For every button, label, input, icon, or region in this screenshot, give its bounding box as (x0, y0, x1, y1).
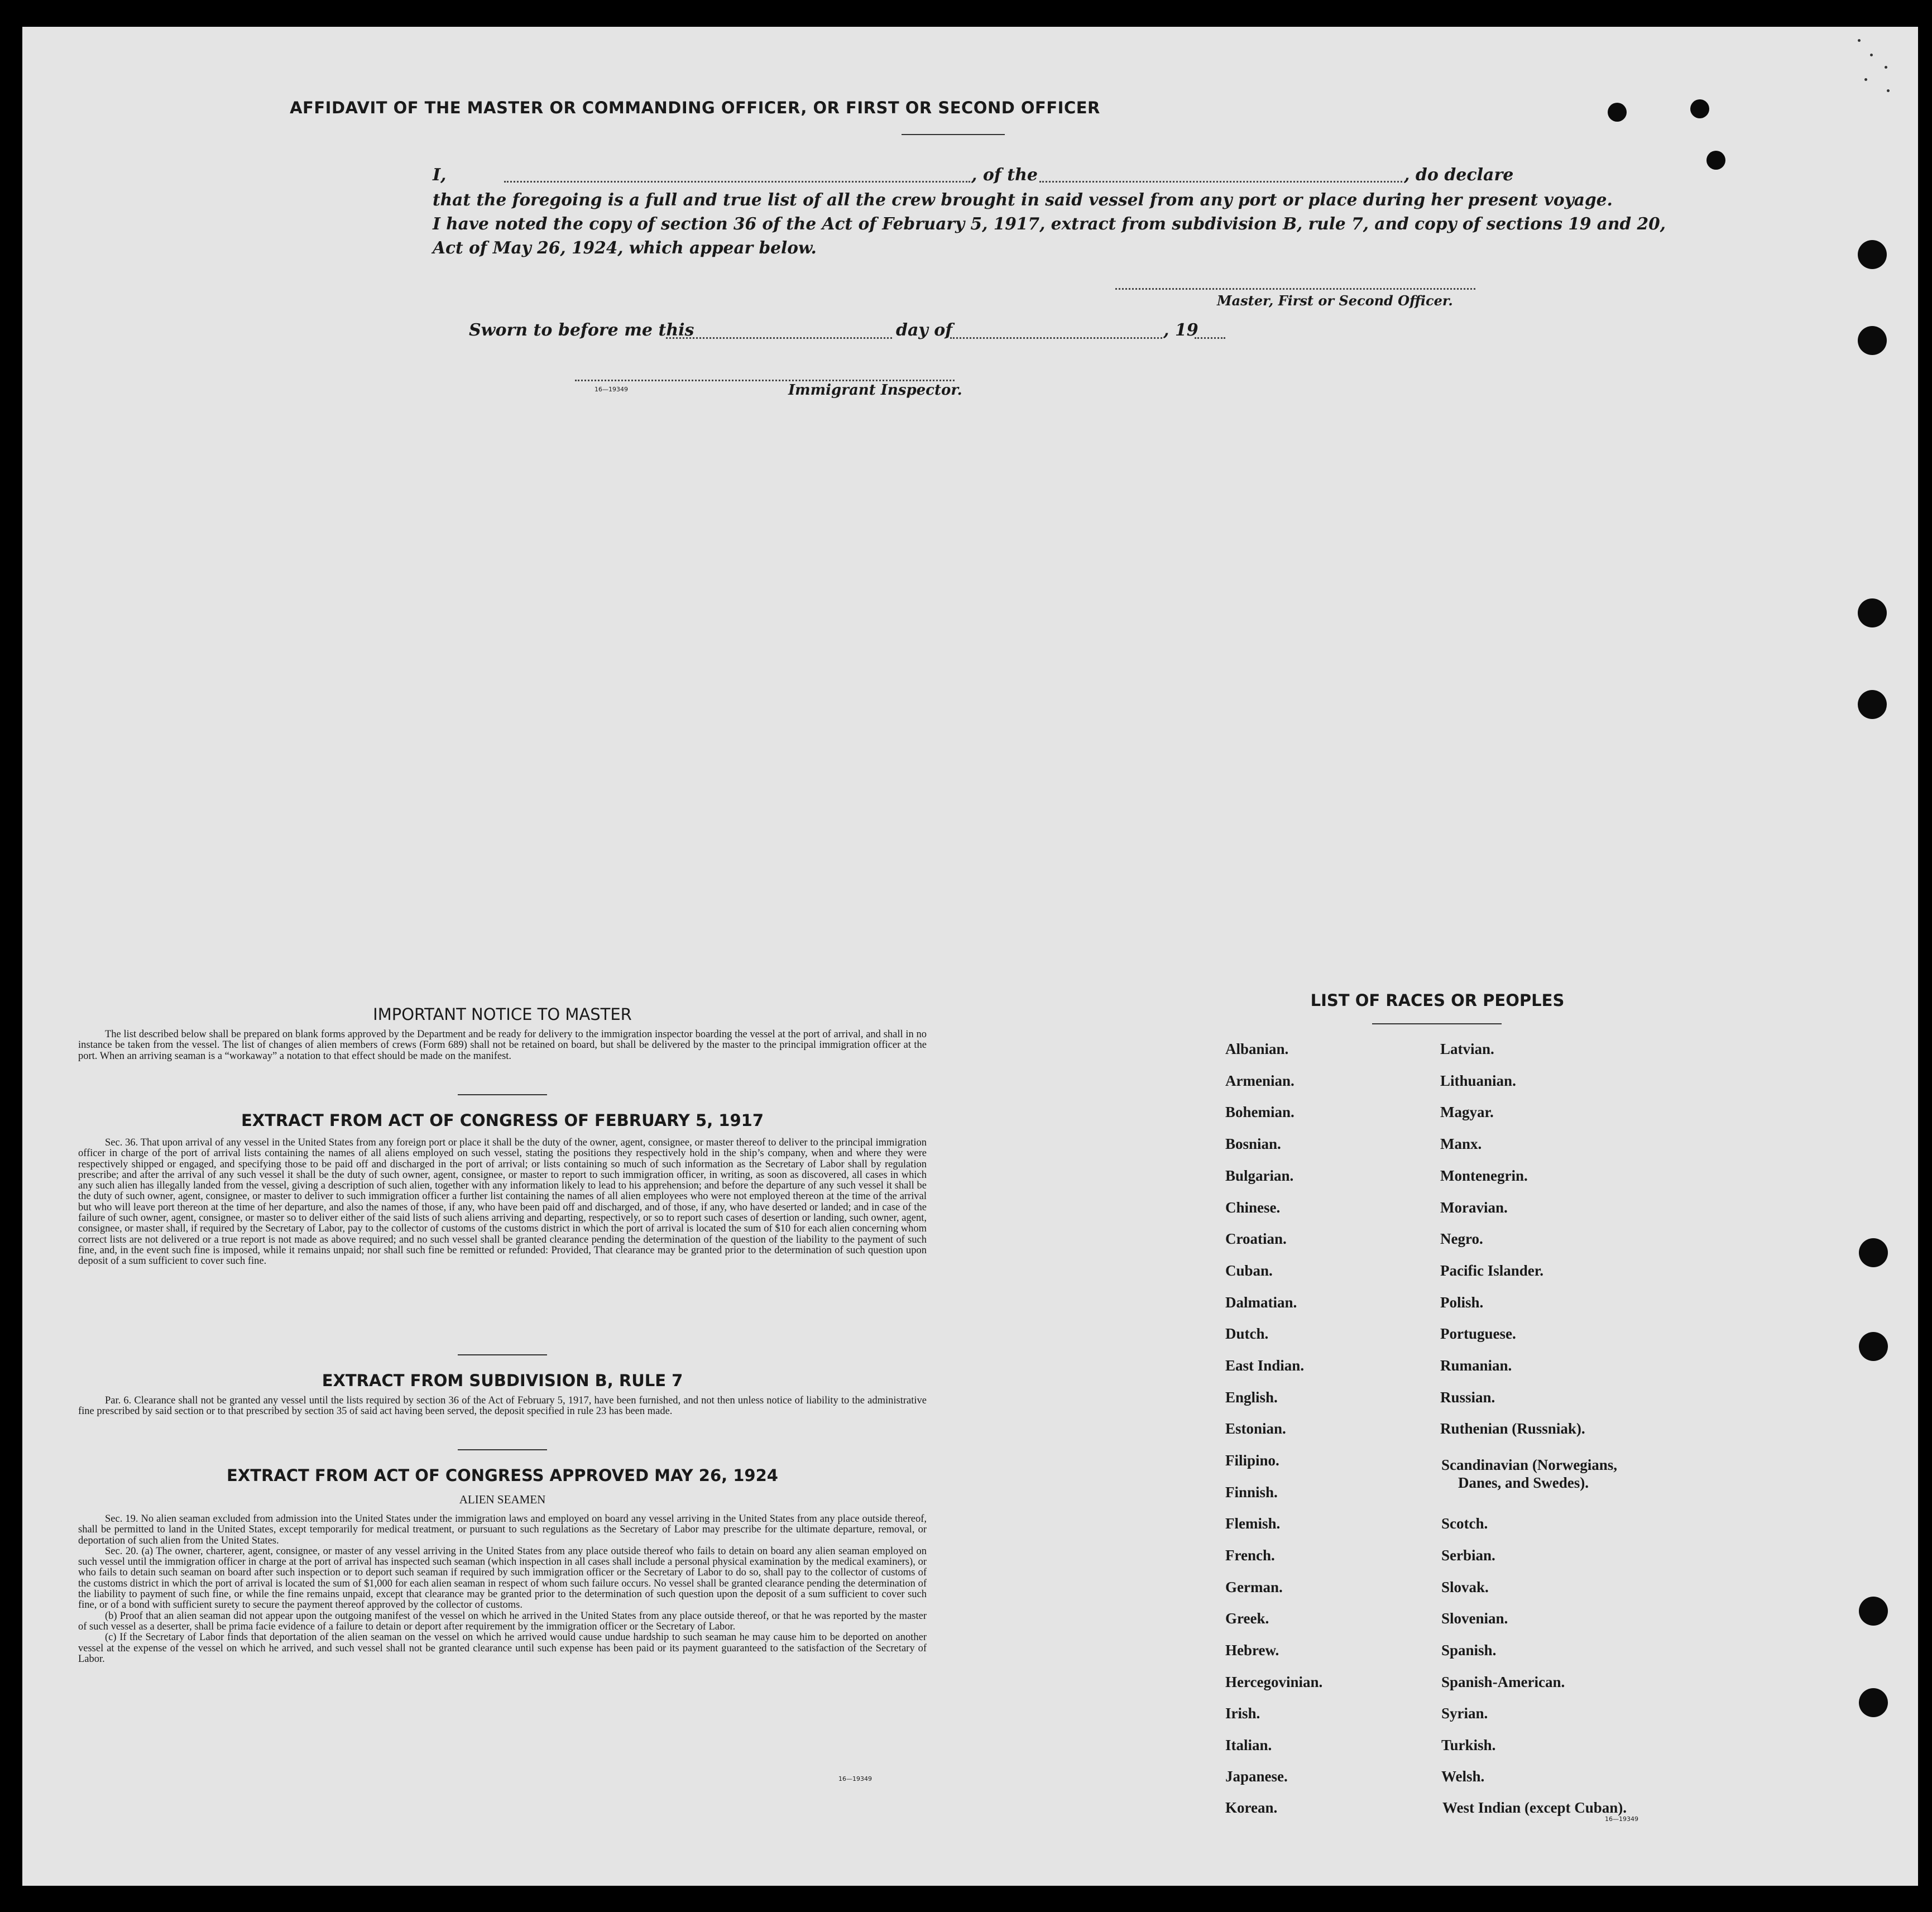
extract-1924-text (78, 1514, 927, 1665)
sec-20c-paragraph: (c) If the Secretary of Labor finds that deportation of the alien seaman on the vessel on which he arrived would cause undue hardship to such seaman he may cause him to be deported on another vessel at the expense of the vessel on which he arrived, and such vessel shall not be granted clearance until such expense has been paid or its payment guaranteed to the satisfaction of the Secretary of Labor. (78, 1632, 927, 1665)
race-item: Chinese. (1225, 1199, 1281, 1216)
extract-1924-title: EXTRACT FROM ACT OF CONGRESS APPROVED MAY 26, 1924 (227, 1466, 778, 1485)
section-rule (458, 1449, 547, 1450)
signature-label: Master, First or Second Officer. (1217, 293, 1453, 309)
sworn-label: Sworn to before me this (469, 320, 694, 340)
race-item: Polish. (1440, 1294, 1484, 1311)
race-item: Bohemian. (1225, 1104, 1295, 1120)
race-item: Syrian. (1441, 1705, 1488, 1722)
affidavit-line-3: I have noted the copy of section 36 of the Act of February 5, 1917, extract from subdivision B, rule 7, and copy of sections 19 and 20, (433, 214, 1666, 233)
race-item: Danes, and Swedes). (1458, 1474, 1589, 1491)
binder-hole (1859, 1597, 1888, 1626)
affidavit-title: AFFIDAVIT OF THE MASTER OR COMMANDING OFFICER, OR FIRST OR SECOND OFFICER (290, 98, 1100, 117)
race-item: Manx. (1440, 1135, 1482, 1152)
alien-seamen-subtitle: ALIEN SEAMEN (459, 1493, 546, 1506)
notice-text (78, 1029, 927, 1062)
race-item: Hebrew. (1225, 1642, 1279, 1659)
race-item: Latvian. (1440, 1041, 1494, 1057)
race-item: Slovenian. (1441, 1610, 1508, 1627)
inspector-signature-field[interactable] (575, 380, 955, 381)
race-item: English. (1225, 1389, 1278, 1406)
extract-1917-title: EXTRACT FROM ACT OF CONGRESS OF FEBRUARY 5, 1917 (241, 1111, 764, 1130)
notice-title: IMPORTANT NOTICE TO MASTER (373, 1005, 632, 1024)
race-item: Italian. (1225, 1737, 1272, 1753)
race-item: Dutch. (1225, 1325, 1269, 1342)
declare-label (1404, 165, 1513, 185)
vessel-label-text: , of the (971, 165, 1038, 185)
section-rule (458, 1094, 547, 1095)
par-6-paragraph: Par. 6. Clearance shall not be granted any vessel until the lists required by section 36 of the Act of February 5, 1917, have been furnished, and not then unless notice of liability to the administrative fine prescribed by said section or to that prescribed by section 35 of said act having been served, the deposit specified in rule 23 has been made. (78, 1395, 927, 1417)
declarant-name-field[interactable] (504, 181, 970, 183)
speck (1885, 66, 1887, 69)
affidavit-line-4: Act of May 26, 1924, which appear below. (433, 238, 817, 257)
race-item: Albanian. (1225, 1041, 1289, 1057)
race-item: Serbian. (1441, 1547, 1495, 1564)
binder-hole (1608, 103, 1627, 122)
binder-hole (1858, 690, 1887, 719)
extract-1917-text (78, 1138, 927, 1267)
race-item: Turkish. (1441, 1737, 1496, 1753)
form-code: 16—19349 (595, 386, 628, 393)
form-code: 16—19349 (838, 1775, 872, 1782)
race-item: German. (1225, 1579, 1283, 1595)
affidavit-line-1 (433, 165, 446, 185)
speck (1864, 78, 1867, 81)
race-item: Greek. (1225, 1610, 1269, 1627)
sec-20b-paragraph: (b) Proof that an alien seaman did not appear upon the outgoing manifest of the vessel on which he arrived in the United States from any place outside thereof, or that he was reported by the master of such vessel as a deserter, shall be prima facie evidence of a failure to detain or deport after requirement by the immigration officer or the Secretary of Labor. (78, 1610, 927, 1632)
master-signature-field[interactable] (1115, 288, 1475, 290)
race-item: French. (1225, 1547, 1275, 1564)
binder-hole (1690, 99, 1709, 118)
race-item: Bulgarian. (1225, 1167, 1294, 1184)
race-item: Korean. (1225, 1799, 1278, 1816)
affidavit-line-2: that the foregoing is a full and true list of all the crew brought in said vessel from any port or place during her present voyage. (433, 190, 1613, 209)
race-item: Spanish-American. (1441, 1674, 1565, 1690)
race-item: Russian. (1440, 1389, 1495, 1406)
binder-hole (1706, 151, 1725, 170)
race-item: Scotch. (1441, 1515, 1488, 1532)
inspector-label: Immigrant Inspector. (788, 382, 962, 399)
vessel-label (971, 165, 1038, 185)
speck (1858, 39, 1861, 42)
binder-hole (1858, 598, 1887, 627)
race-item: West Indian (except Cuban). (1442, 1799, 1627, 1816)
race-item: Lithuanian. (1440, 1072, 1516, 1089)
speck (1887, 89, 1890, 92)
sworn-day-field[interactable] (666, 337, 892, 339)
vessel-name-field[interactable] (1039, 181, 1402, 183)
race-item: Rumanian. (1440, 1357, 1512, 1374)
form-code: 16—19349 (1605, 1815, 1638, 1823)
race-item: East Indian. (1225, 1357, 1305, 1374)
race-item: Negro. (1440, 1230, 1483, 1247)
extract-rule7-title: EXTRACT FROM SUBDIVISION B, RULE 7 (322, 1371, 683, 1390)
form-sheet (22, 27, 1918, 1886)
race-item: Scandinavian (Norwegians, (1441, 1456, 1618, 1473)
race-item: Ruthenian (Russniak). (1440, 1420, 1585, 1437)
binder-hole (1858, 326, 1887, 355)
extract-rule7-text (78, 1396, 927, 1417)
race-item: Flemish. (1225, 1515, 1281, 1532)
section-rule (458, 1354, 547, 1355)
sec-20a-paragraph: Sec. 20. (a) The owner, charterer, agent, consignee, or master of any vessel arriving in the United States from any place outside thereof who fails to detain on board any alien seaman employed on such vessel until the immigration officer in charge at the port of arrival has inspected such seaman (which inspection in all cases shall include a personal physical examination by the medical examiners), or who fails to detain such seaman on board after such inspection or to deport such seaman if required by such immigration officer or the Secretary of Labor to do so, shall pay to the collector of customs of the customs district in which the port of arrival is located the sum of $1,000 for each alien seaman in respect of whom such failure occurs. No vessel shall be granted clearance pending the determination of the liability to payment of such fine, or while the fine remains unpaid, except that clearance may be granted prior to the determination of such question upon the deposit of a sum sufficient to cover such fine, or of a bond with sufficient surety to secure the payment thereof approved by the collector of customs. (78, 1545, 927, 1611)
race-item: Cuban. (1225, 1262, 1273, 1279)
race-item: Japanese. (1225, 1768, 1288, 1785)
race-item: Bosnian. (1225, 1135, 1281, 1152)
race-item: Portuguese. (1440, 1325, 1516, 1342)
race-item: Hercegovinian. (1225, 1674, 1323, 1690)
declarant-label: I, (433, 165, 447, 185)
race-item: Moravian. (1440, 1199, 1508, 1216)
year-label: , 19 (1163, 320, 1198, 340)
notice-paragraph: The list described below shall be prepared on blank forms approved by the Department and be ready for delivery to the immigration inspector boarding the vessel at the port of arrival, and shall in no instance be taken from the vessel. The list of changes of alien members of crews (Form 689) shall not be retained on board, but shall be delivered by the master to the principal immigration officer at the port. When an arriving seaman is a “workaway” a notation to that effect should be made on the manifest. (78, 1029, 927, 1062)
binder-hole (1859, 1238, 1888, 1267)
races-title-rule (1372, 1023, 1502, 1024)
race-item: Slovak. (1441, 1579, 1489, 1595)
binder-hole (1859, 1688, 1888, 1717)
race-item: Finnish. (1225, 1484, 1278, 1501)
declare-label-text: , do declare (1404, 165, 1514, 185)
title-rule (902, 134, 1005, 135)
race-item: Dalmatian. (1225, 1294, 1297, 1311)
speck (1870, 54, 1873, 56)
sec-36-paragraph: Sec. 36. That upon arrival of any vessel in the United States from any foreign port or place it shall be the duty of the owner, agent, consignee, or master thereof to deliver to the principal immigration officer in charge of the port of arrival lists containing the names of all aliens employed on such vessel, stating the positions they respectively hold in the ship’s company, when and where they were respectively shipped or engaged, and specifying those to be paid off and discharged in the port of arrival; or lists containing so much of such information as the Secretary of Labor shall by regulation prescribe; and after the arrival of any such vessel it shall be the duty of such owner, agent, consignee, or master to report to such immigration officer, in writing, as soon as discovered, all cases in which any such alien has illegally landed from the vessel, giving a description of such alien, together with any information likely to lead to his apprehension; and before the departure of any such vessel it shall be the duty of such owner, agent, consignee, or master to deliver to such immigration officer a further list containing the names of all alien employees who were not employed thereon at the time of the arrival but who will leave port thereon at the time of her departure, and also the names of those, if any, who have been paid off and discharged, and of those, if any, who have deserted or landed; and in case of the failure of such owner, agent, consignee, or master so to deliver either of the said lists of such aliens arriving and departing, respectively, or so to report such cases of desertion or landing, such owner, agent, consignee, or master shall, if required by the Secretary of Labor, pay to the collector of customs of the customs district in which the port of arrival is located the sum of $10 for each alien concerning whom correct lists are not delivered or a true report is not made as above required; and no such vessel shall be granted clearance pending the determination of the question of the liability to the payment of such fine, and, in the event such fine is imposed, while it remains unpaid; nor shall such fine be remitted or refunded: Provided, That clearance may be granted prior to the determination of such question upon deposit of a sum sufficient to cover such fine. (78, 1137, 927, 1267)
sworn-year-field[interactable] (1195, 337, 1225, 339)
binder-hole (1859, 1332, 1888, 1361)
race-item: Irish. (1225, 1705, 1260, 1722)
day-of-label: day of (896, 320, 953, 340)
binder-hole (1858, 240, 1887, 269)
race-item: Armenian. (1225, 1072, 1295, 1089)
race-item: Estonian. (1225, 1420, 1286, 1437)
race-item: Spanish. (1441, 1642, 1497, 1659)
race-item: Montenegrin. (1440, 1167, 1528, 1184)
race-item: Magyar. (1440, 1104, 1494, 1120)
race-item: Croatian. (1225, 1230, 1287, 1247)
races-title: LIST OF RACES OR PEOPLES (1310, 991, 1565, 1010)
race-item: Pacific Islander. (1440, 1262, 1543, 1279)
sworn-month-field[interactable] (950, 337, 1162, 339)
race-item: Welsh. (1441, 1768, 1485, 1785)
race-item: Filipino. (1225, 1452, 1279, 1469)
sec-19-paragraph: Sec. 19. No alien seaman excluded from admission into the United States under the immigration laws and employed on board any vessel arriving in the United States from any place outside thereof, shall be permitted to land in the United States, except temporarily for medical treatment, or pursuant to such regulations as the Secretary of Labor may prescribe for the ultimate departure, removal, or deportation of such alien from the United States. (78, 1513, 927, 1546)
